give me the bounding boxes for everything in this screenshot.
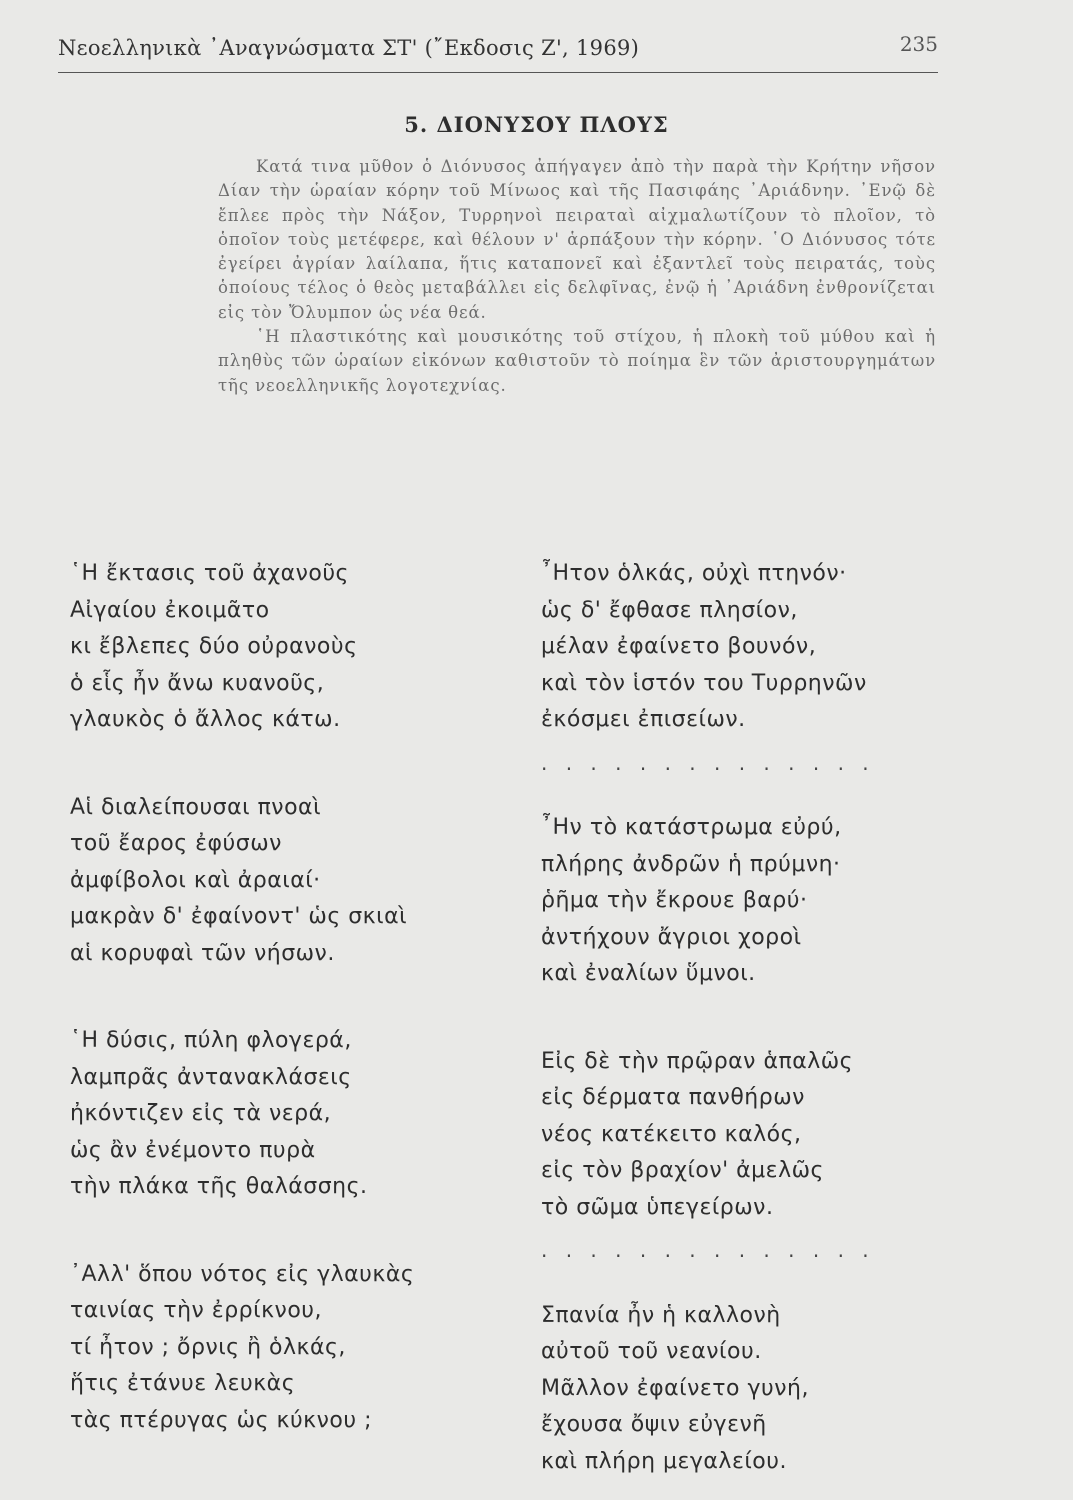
verse-line: ὁ εἷς ἦν ἄνω κυανοῦς,: [70, 670, 325, 696]
verse-line: ἀμφίβολοι καὶ ἀραιαί·: [70, 867, 321, 893]
stanza: [70, 1023, 500, 1206]
verse-line: ἔχουσα ὄψιν εὐγενῆ: [541, 1412, 767, 1437]
verse-line: ῏Ην τὸ κατάστρωμα εὐρύ,: [541, 815, 842, 840]
stanza: [541, 1298, 961, 1481]
verse-line: καὶ πλήρη μεγαλείου.: [541, 1448, 787, 1474]
verse-line: ὡς δ' ἔφθασε πλησίον,: [541, 597, 798, 623]
verse-line: ἥτις ἐτάνυε λευκὰς: [70, 1371, 296, 1396]
page-number: 235: [899, 32, 938, 56]
verse-line: καὶ ἐναλίων ὕμνοι.: [541, 961, 756, 986]
ellipsis-separator: . . . . . . . . . . . . . .: [541, 1238, 875, 1262]
stanza: [70, 790, 500, 973]
verse-line: τὸ σῶμα ὑπεγείρων.: [541, 1194, 774, 1220]
verse-line: ῾Η ἔκτασις τοῦ ἀχανοῦς: [70, 561, 349, 586]
verse-line: λαμπρᾶς ἀντανακλάσεις: [70, 1064, 352, 1090]
stanza: [70, 1257, 500, 1440]
verse-line: αὐτοῦ τοῦ νεανίου.: [541, 1339, 762, 1364]
verse-line: Εἰς δὲ τὴν πρῷραν ἁπαλῶς: [541, 1048, 854, 1074]
verse-line: τὴν πλάκα τῆς θαλάσσης.: [70, 1174, 368, 1199]
verse-line: ἀντήχουν ἄγριοι χοροὶ: [541, 924, 802, 950]
verse-line: τί ἦτον ; ὄρνις ἢ ὁλκάς,: [70, 1334, 346, 1360]
verse-line: εἰς τὸν βραχίον' ἀμελῶς: [541, 1158, 824, 1183]
running-head: Νεοελληνικὰ ᾿Αναγνώσματα ΣΤ' (῎Εκδοσις Ζ', 1969): [58, 36, 640, 60]
verse-line: κι ἔβλεπες δύο οὐρανοὺς: [70, 634, 358, 659]
intro-paragraph: Κατά τινα μῦθον ὁ Διόνυσος ἀπήγαγεν ἀπὸ τὴν παρὰ τὴν Κρήτην νῆσον Δίαν τὴν ὡραίαν κόρην τοῦ Μίνωος καὶ τῆς Πασιφάης ᾿Αριάδνην. ᾿Ενῷ δὲ ἔπλεε πρὸς τὴν Νάξον, Τυρρηνοὶ πειραταὶ αἰχμαλωτίζουν τὸ πλοῖον, τὸ ὁποῖον τοὺς μετέφερε, καὶ θέλουν ν' ἁρπάξουν τὴν κόρην. ῾Ο Διόνυσος τότε ἐγείρει ἀγρίαν λαίλαπα, ἥτις καταπονεῖ καὶ ἐξαντλεῖ τοὺς πειρατάς, τοὺς ὁποίους τέλος ὁ θεὸς μεταβάλλει εἰς δελφῖνας, ἐνῷ ἡ ᾿Αριάδνη ἐνθρονίζεται εἰς τὸν Ὄλυμπον ὡς νέα θεά.: [218, 157, 936, 322]
verse-line: ἐκόσμει ἐπισείων.: [541, 707, 746, 732]
verse-line: Μᾶλλον ἐφαίνετο γυνή,: [541, 1375, 809, 1401]
poem-column-left: [70, 556, 500, 1439]
verse-line: μακρὰν δ' ἐφαίνοντ' ὡς σκιαὶ: [70, 904, 408, 929]
verse-line: Αἱ διαλείπουσαι πνοαὶ: [70, 794, 322, 820]
verse-line: ᾿Αλλ' ὅπου νότος εἰς γλαυκὰς: [70, 1261, 415, 1287]
verse-line: πλήρης ἀνδρῶν ἡ πρύμνη·: [541, 851, 841, 877]
poem-column-right: [541, 556, 961, 1480]
verse-line: καὶ τὸν ἱστόν του Τυρρηνῶν: [541, 670, 867, 696]
intro-text: [218, 155, 936, 398]
ellipsis-separator: . . . . . . . . . . . . . .: [541, 750, 875, 775]
verse-line: ῥῆμα τὴν ἔκρουε βαρύ·: [541, 888, 808, 913]
verse-line: ταινίας τὴν ἐρρίκνου,: [70, 1298, 323, 1323]
stanza: [541, 556, 961, 739]
intro-paragraph: ῾Η πλαστικότης καὶ μουσικότης τοῦ στίχου, ἡ πλοκὴ τοῦ μύθου καὶ ἡ πληθὺς τῶν ὡραίων εἰκόνων καθιστοῦν τὸ ποίημα ἓν τῶν ἀριστουργημάτων τῆς νεοελληνικῆς λογοτεχνίας.: [218, 327, 936, 395]
verse-line: ἠκόντιζεν εἰς τὰ νερά,: [70, 1101, 332, 1126]
verse-line: τοῦ ἔαρος ἐφύσων: [70, 831, 282, 856]
stanza: [541, 810, 961, 993]
verse-line: νέος κατέκειτο καλός,: [541, 1121, 802, 1147]
stanza: [70, 556, 500, 739]
verse-line: ὡς ἂν ἐνέμοντο πυρὰ: [70, 1137, 316, 1163]
poem-title: 5. ΔΙΟΝΥΣΟΥ ΠΛΟΥΣ: [404, 112, 669, 137]
verse-line: εἰς δέρματα πανθήρων: [541, 1085, 805, 1110]
page-header: [58, 32, 938, 73]
verse-line: Αἰγαίου ἐκοιμᾶτο: [70, 597, 270, 623]
verse-line: μέλαν ἐφαίνετο βουνόν,: [541, 634, 817, 659]
verse-line: γλαυκὸς ὁ ἄλλος κάτω.: [70, 707, 341, 732]
stanza: [541, 1044, 961, 1227]
verse-line: ῏Ητον ὁλκάς, οὐχὶ πτηνόν·: [541, 561, 847, 586]
verse-line: Σπανία ἦν ἡ καλλονὴ: [541, 1302, 781, 1328]
verse-line: τὰς πτέρυγας ὡς κύκνου ;: [70, 1407, 373, 1433]
verse-line: αἱ κορυφαὶ τῶν νήσων.: [70, 940, 335, 966]
verse-line: ῾Η δύσις, πύλη φλογερά,: [70, 1028, 352, 1053]
